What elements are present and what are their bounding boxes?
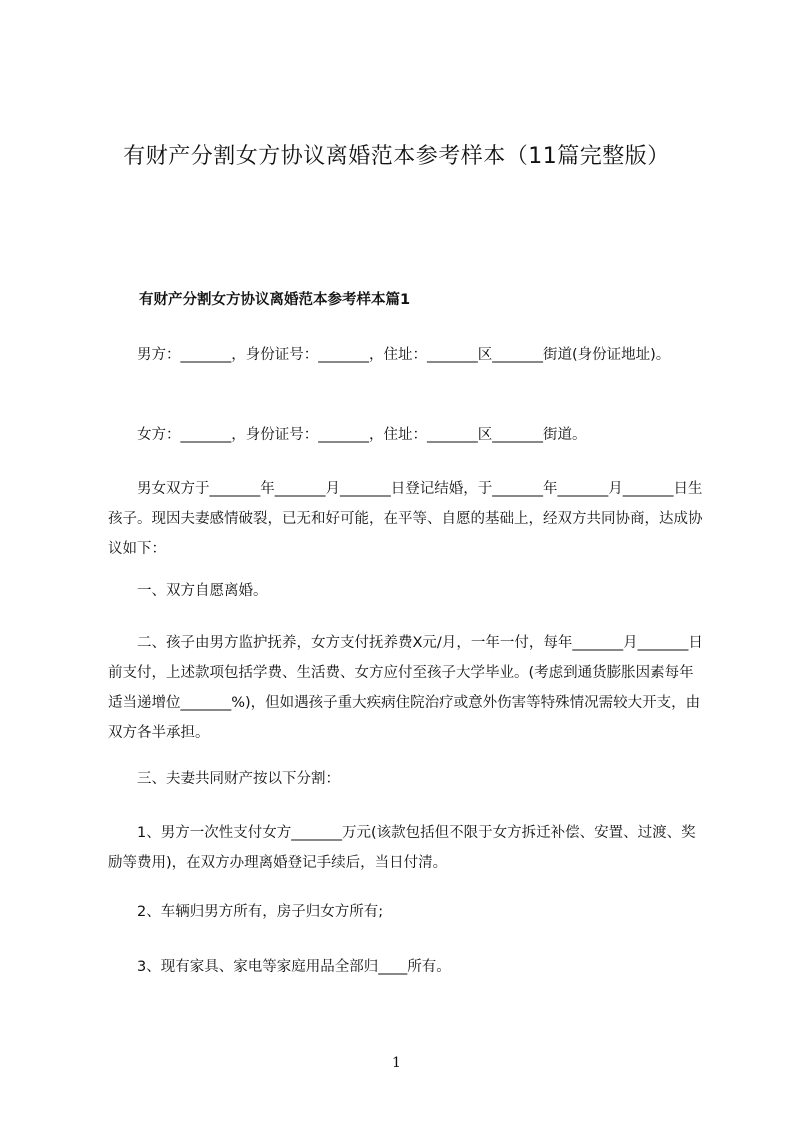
paragraph-clause-3: 三、夫妻共同财产按以下分割： bbox=[137, 771, 340, 787]
section-heading: 有财产分割女方协议离婚范本参考样本篇1 bbox=[139, 292, 411, 308]
page-number: 1 bbox=[392, 1055, 401, 1071]
paragraph-clause-3-item-2: 2、车辆归男方所有，房子归女方所有; bbox=[137, 904, 384, 920]
paragraph-husband-info: 男方：_______，身份证号：_______，住址：_______区_______街道(身份证地址)。 bbox=[137, 347, 671, 363]
paragraph-clause-3-item-1: 1、男方一次性支付女方_______万元(该款包括但不限于女方拆迁补偿、安置、过渡、奖励等费用)，在双方办理离婚登记手续后，当日付清。 bbox=[108, 825, 696, 871]
paragraph-marriage-background: 男女双方于_______年_______月_______日登记结婚，于_______年_______月_______日生孩子。现因夫妻感情破裂，已无和好可能，在平等、自愿的基础上，经双方共同协商，达成协议如下： bbox=[108, 481, 703, 557]
paragraph-clause-3-item-3: 3、现有家具、家电等家庭用品全部归____所有。 bbox=[137, 959, 451, 975]
paragraph-clause-1: 一、双方自愿离婚。 bbox=[137, 583, 268, 599]
document-title: 有财产分割女方协议离婚范本参考样本（11篇完整版） bbox=[123, 144, 670, 169]
paragraph-clause-2: 二、孩子由男方监护抚养，女方支付抚养费X元/月，一年一付，每年_______月_______日前支付，上述款项包括学费、生活费、女方应付至孩子大学毕业。(考虑到通货膨胀因素每年适当递增位_______%)，但如遇孩子重大疾病住院治疗或意外伤害等特殊情况需较大开支，由双方各半承担。 bbox=[108, 635, 703, 741]
paragraph-wife-info: 女方：_______，身份证号：_______，住址：_______区_______街道。 bbox=[137, 427, 587, 443]
